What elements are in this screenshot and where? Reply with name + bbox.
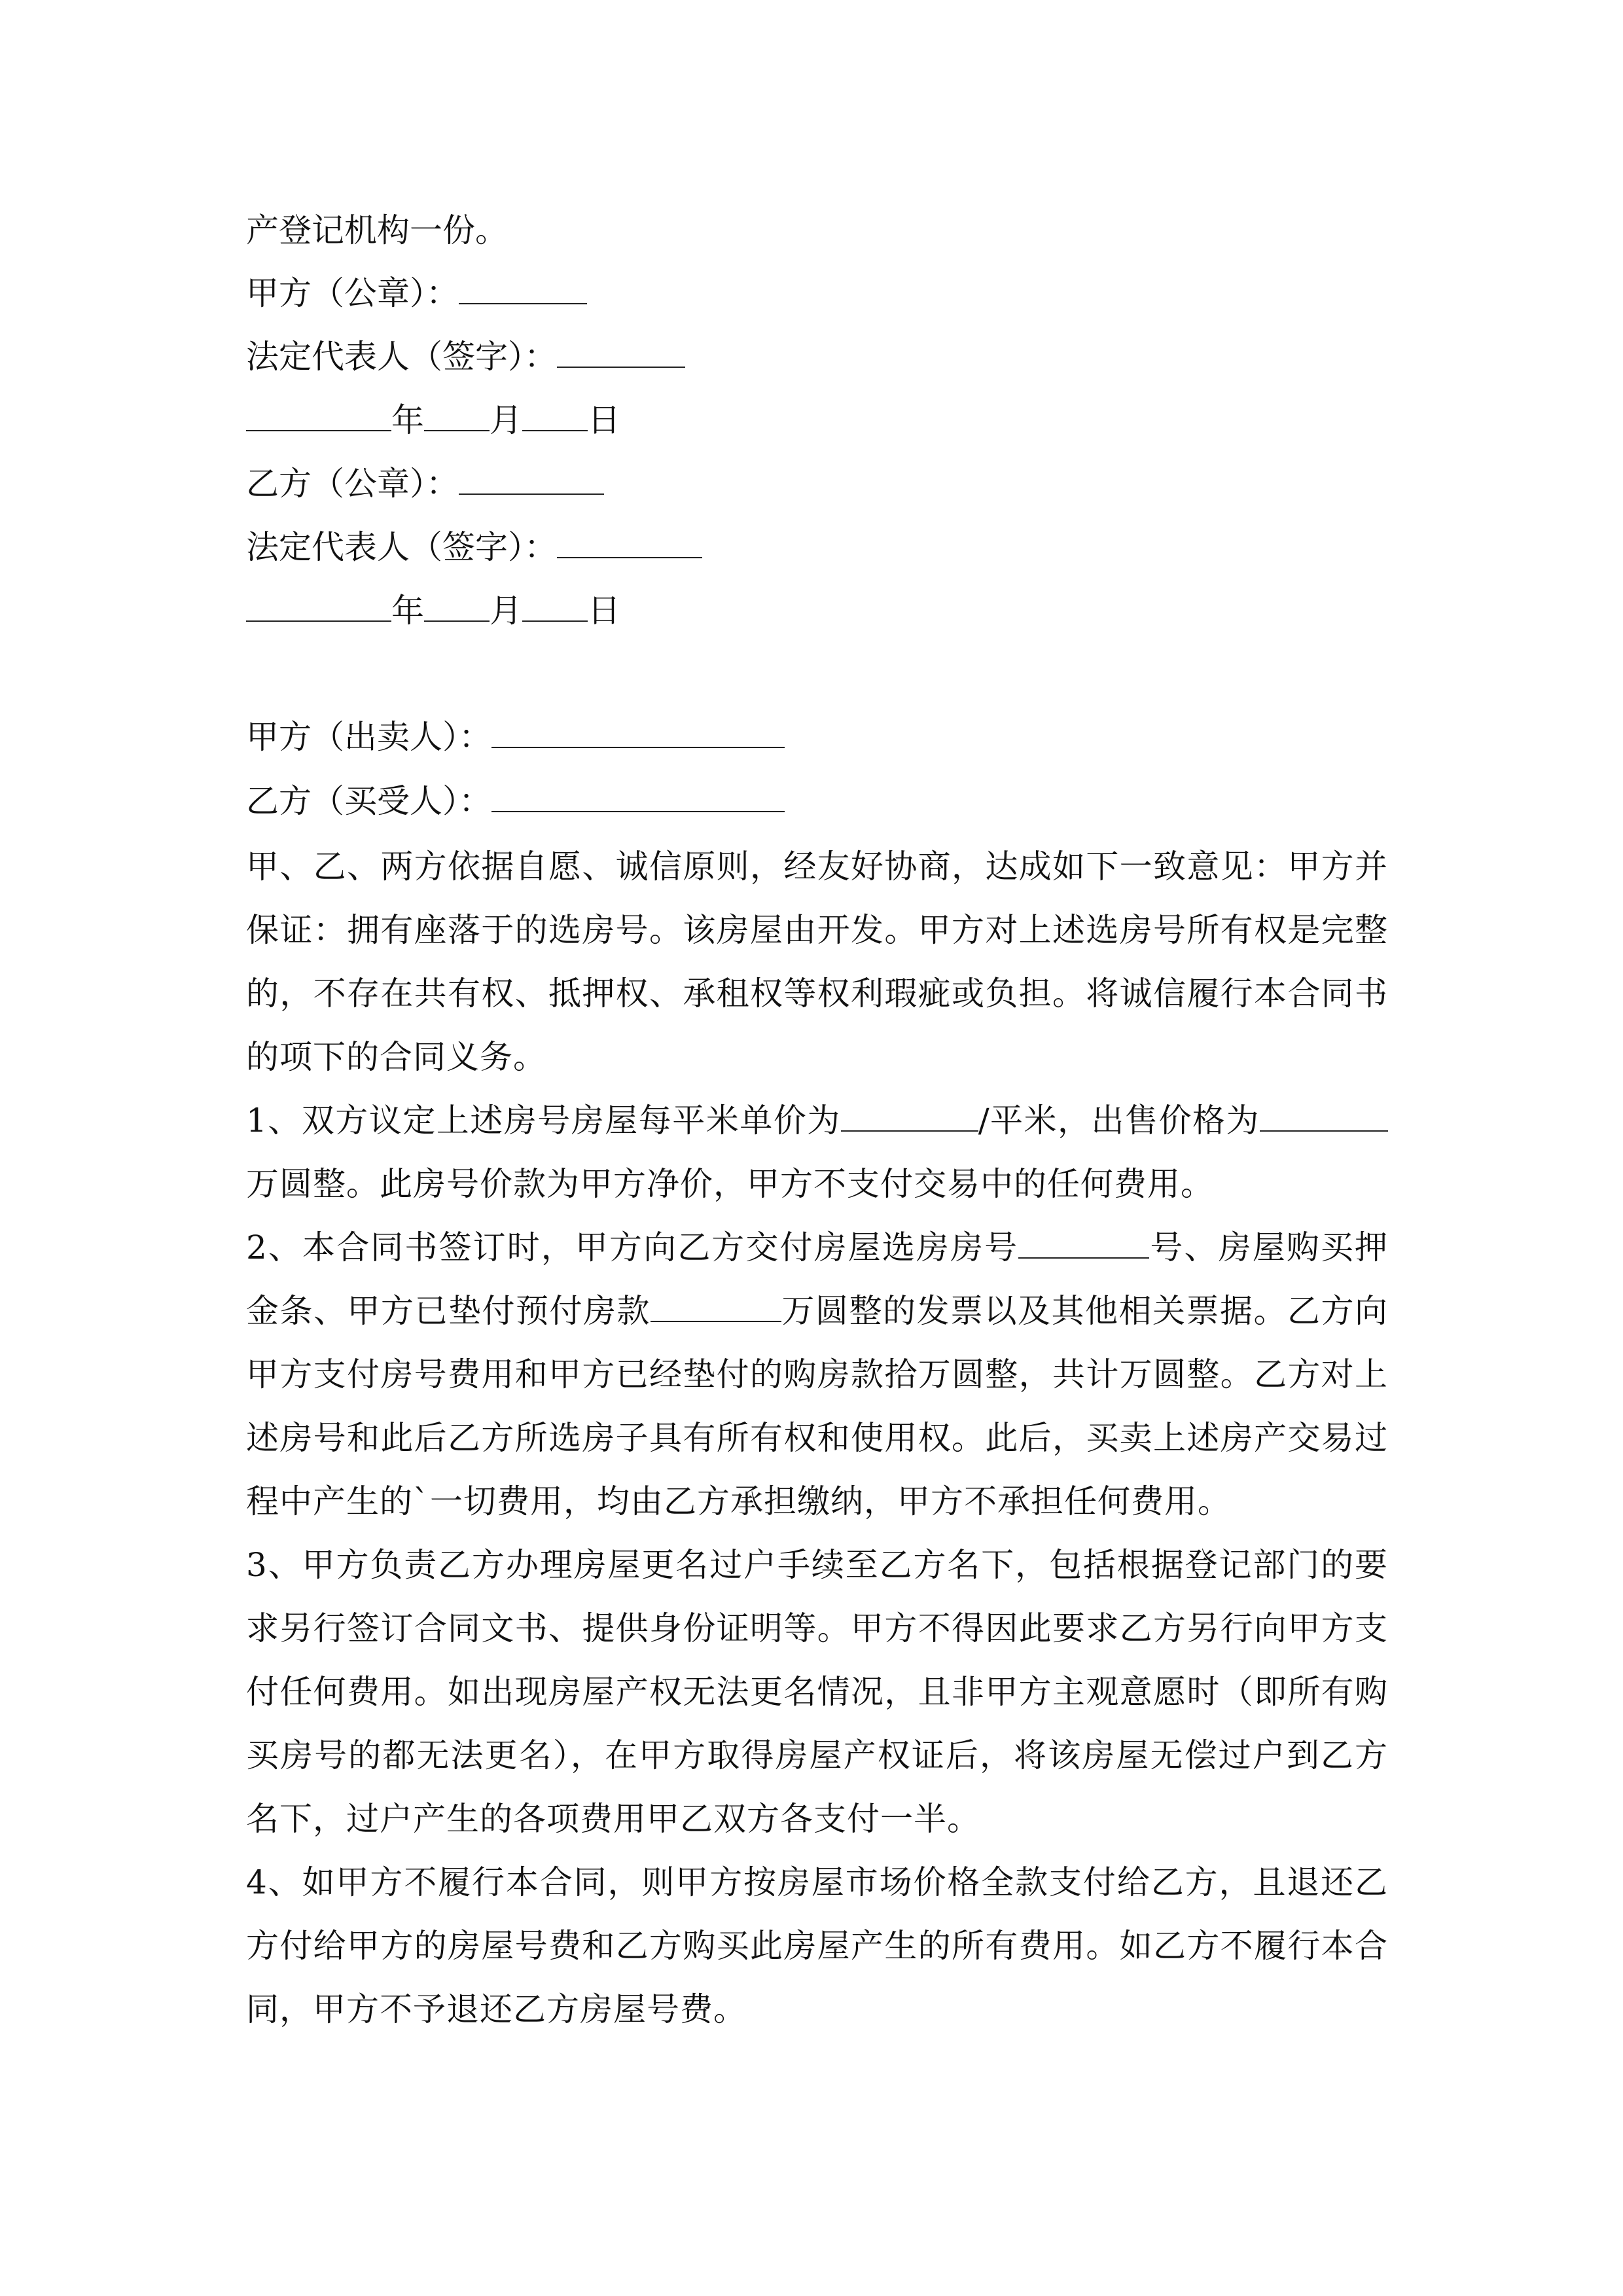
clause-1-paragraph	[246, 1089, 1388, 1216]
clause-2-part2: 号、房屋购买押金条、甲方已垫付预付房款	[246, 1229, 1389, 1330]
continuation-line	[246, 211, 508, 250]
party-b-seal-blank[interactable]	[459, 465, 604, 495]
clause-1-part3: 万圆整。此房号价款为甲方净价，甲方不支付交易中的任何费用。	[246, 1165, 1214, 1203]
room-number-blank[interactable]	[1018, 1229, 1149, 1259]
party-a-year-blank[interactable]	[246, 401, 391, 431]
prepaid-amount-blank[interactable]	[651, 1292, 781, 1322]
party-b-year-blank[interactable]	[246, 592, 391, 622]
clause-2-paragraph	[246, 1216, 1388, 1534]
party-a-day-blank[interactable]	[522, 401, 588, 431]
seller-line	[246, 717, 785, 757]
party-b-seal-label: 乙方（公章）：	[246, 465, 459, 503]
date-day-label: 日	[588, 401, 620, 439]
date-month-label: 月	[490, 401, 522, 439]
clause-2-part1: 2、本合同书签订时，甲方向乙方交付房屋选房房号	[246, 1229, 1019, 1266]
continuation-text: 产登记机构一份。	[246, 211, 508, 249]
party-b-day-blank[interactable]	[522, 592, 588, 622]
party-a-rep-label: 法定代表人（签字）：	[246, 338, 557, 376]
party-a-seal-label: 甲方（公章）：	[246, 274, 459, 312]
party-b-rep-blank[interactable]	[557, 528, 702, 558]
buyer-label: 乙方（买受人）：	[246, 782, 491, 820]
seller-blank[interactable]	[491, 718, 785, 748]
date-day-label: 日	[588, 592, 620, 630]
date-year-label: 年	[391, 592, 424, 630]
party-a-seal-blank[interactable]	[459, 274, 587, 304]
clause-4-paragraph: 4、如甲方不履行本合同，则甲方按房屋市场价格全款支付给乙方，且退还乙方付给甲方的房屋号费和乙方购买此房屋产生的所有费用。如乙方不履行本合同，甲方不予退还乙方房屋号费。	[246, 1863, 1388, 2028]
preamble-paragraph: 甲、乙、两方依据自愿、诚信原则，经友好协商，达成如下一致意见：甲方并保证：拥有座落于的选房号。该房屋由开发。甲方对上述选房号所有权是完整的，不存在共有权、抵押权、承租权等权利瑕疵或负担。将诚信履行本合同书的项下的合同义务。	[246, 848, 1388, 1076]
party-b-rep-label: 法定代表人（签字）：	[246, 528, 557, 566]
party-a-rep-blank[interactable]	[557, 338, 685, 368]
party-b-rep-line	[246, 528, 702, 567]
party-a-seal-line	[246, 274, 587, 313]
buyer-blank[interactable]	[491, 782, 785, 812]
clause-1-part1: 1、双方议定上述房号房屋每平米单价为	[246, 1102, 841, 1139]
party-b-date-line	[246, 591, 620, 630]
contract-body	[246, 835, 1388, 2041]
party-b-month-blank[interactable]	[424, 592, 490, 622]
date-month-label: 月	[490, 592, 522, 630]
date-year-label: 年	[391, 401, 424, 439]
party-a-month-blank[interactable]	[424, 401, 490, 431]
unit-price-blank[interactable]	[841, 1102, 978, 1132]
buyer-line	[246, 781, 785, 821]
seller-label: 甲方（出卖人）：	[246, 718, 491, 756]
party-a-rep-line	[246, 337, 685, 376]
clause-2-part3: 万圆整的发票以及其他相关票据。乙方向甲方支付房号费用和甲方已经垫付的购房款拾万圆整，共计万圆整。乙方对上述房号和此后乙方所选房子具有所有权和使用权。此后，买卖上述房产交易过程中产生的`一切费用，均由乙方承担缴纳，甲方不承担任何费用。	[246, 1292, 1388, 1520]
party-b-seal-line	[246, 464, 604, 503]
clause-3-paragraph: 3、甲方负责乙方办理房屋更名过户手续至乙方名下，包括根据登记部门的要求另行签订合同文书、提供身份证明等。甲方不得因此要求乙方另行向甲方支付任何费用。如出现房屋产权无法更名情况，且非甲方主观意愿时（即所有购买房号的都无法更名），在甲方取得房屋产权证后，将该房屋无偿过户到乙方名下，过户产生的各项费用甲乙双方各支付一半。	[246, 1546, 1388, 1838]
total-price-blank[interactable]	[1260, 1102, 1388, 1132]
party-a-date-line	[246, 401, 620, 440]
clause-1-part2: /平米，出售价格为	[978, 1102, 1260, 1139]
